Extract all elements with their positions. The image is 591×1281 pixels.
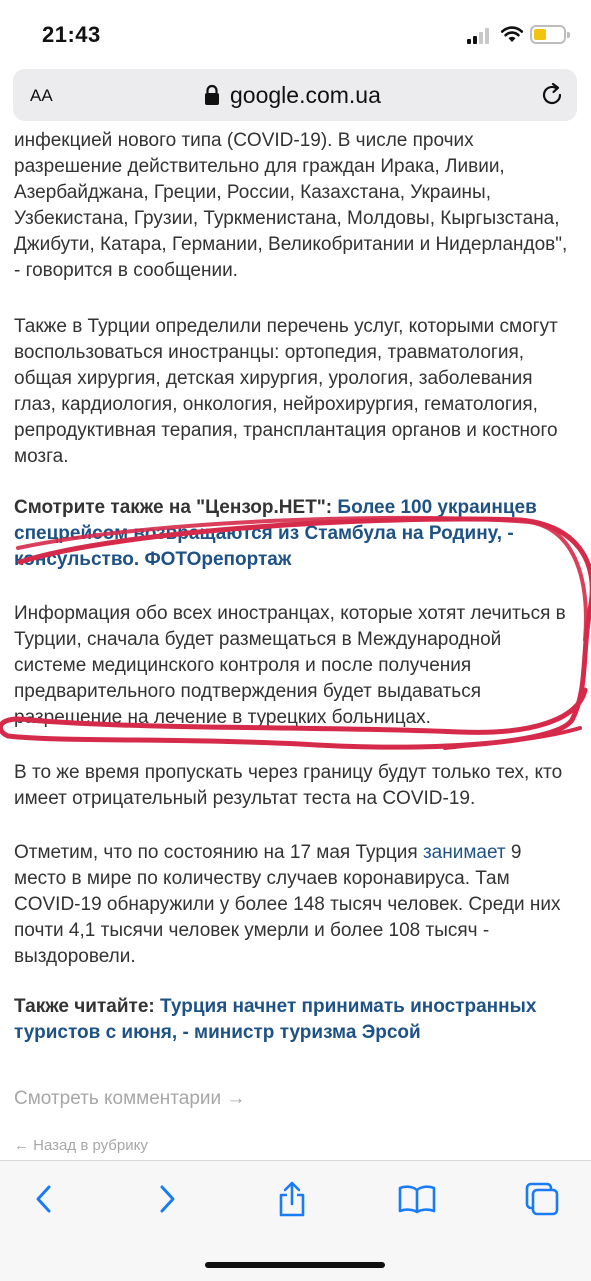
- forward-button[interactable]: [145, 1177, 189, 1221]
- share-button[interactable]: [270, 1177, 314, 1221]
- url-text: google.com.ua: [230, 81, 381, 108]
- share-icon: [276, 1180, 308, 1218]
- read-also-block: [14, 994, 574, 1046]
- read-also-prefix: Также читайте:: [14, 996, 155, 1017]
- status-time: 21:43: [42, 22, 101, 47]
- back-icon: [34, 1184, 54, 1214]
- bookmarks-button[interactable]: [395, 1177, 439, 1221]
- article-paragraph: В то же время пропускать через границу будут только тех, кто имеет отрицательный результат теста на COVID-19.: [14, 762, 563, 809]
- wifi-icon: [500, 24, 524, 44]
- article-paragraph: Информация обо всех иностранцах, которые хотят лечиться в Турции, сначала будет размещаться в Международной системе медицинского контроля и после получения предварительного подтверждения будет выдаваться разрешение на лечение в турецких больницах.: [14, 603, 566, 728]
- article-paragraph: Также в Турции определили перечень услуг, которыми смогут воспользоваться иностранцы: ортопедия, травматология, общая хирургия, детская хирургия, урология, заболевания глаз, кардиология, онкология, нейрохирургия, гематология, репродуктивная терапия, трансплантация органов и костного мозга.: [14, 316, 558, 467]
- bookmarks-icon: [398, 1184, 436, 1214]
- forward-icon: [157, 1184, 177, 1214]
- paragraph-text: 9 место в мире по количеству случаев коронавируса. Там COVID-19 обнаружили у более 148 тысяч человек. Среди них почти 4,1 тысячи человек умерли и более 108 тысяч - выздоровели.: [14, 842, 561, 967]
- status-bar: [0, 0, 591, 66]
- battery-icon: [530, 25, 566, 44]
- text-size-button[interactable]: [30, 81, 53, 107]
- reload-icon[interactable]: [539, 82, 565, 108]
- article-paragraph: инфекцией нового типа (COVID-19). В числе прочих разрешение действительно для граждан Ирака, Ливии, Азербайджана, Греции, России, Казахстана, Украины, Узбекистана, Грузии, Туркменистана, Молдовы, Кыргызстана, Джибути, Катара, Германии, Великобритании и Нидерландов", - говорится в сообщении.: [14, 130, 568, 281]
- see-also-prefix: Смотрите также на "Цензор.НЕТ":: [14, 497, 333, 518]
- tabs-icon: [524, 1181, 560, 1217]
- article-paragraph: [14, 840, 574, 970]
- read-also-link[interactable]: Турция начнет принимать иностранных туристов с июня, - министр туризма Эрсой: [14, 996, 537, 1043]
- url-field[interactable]: [203, 82, 381, 108]
- tabs-button[interactable]: [520, 1177, 564, 1221]
- comments-link[interactable]: Смотреть комментарии →: [14, 1088, 246, 1109]
- lock-icon: [203, 84, 221, 106]
- paragraph-text: Отметим, что по состоянию на 17 мая Турция: [14, 842, 418, 863]
- see-also-block: [14, 495, 574, 573]
- text-size-label: AA: [30, 86, 53, 105]
- home-indicator: [205, 1262, 385, 1268]
- address-bar[interactable]: [13, 69, 577, 121]
- inline-link[interactable]: занимает: [422, 842, 506, 863]
- back-to-rubric-link[interactable]: ← Назад в рубрику: [14, 1137, 148, 1154]
- article-content: [14, 126, 574, 1160]
- back-button[interactable]: [22, 1177, 66, 1221]
- cellular-signal-icon: [467, 28, 493, 44]
- see-also-link[interactable]: Более 100 украинцев спецрейсом возвращаются из Стамбула на Родину, - консульство. ФОТОрепортаж: [14, 497, 537, 570]
